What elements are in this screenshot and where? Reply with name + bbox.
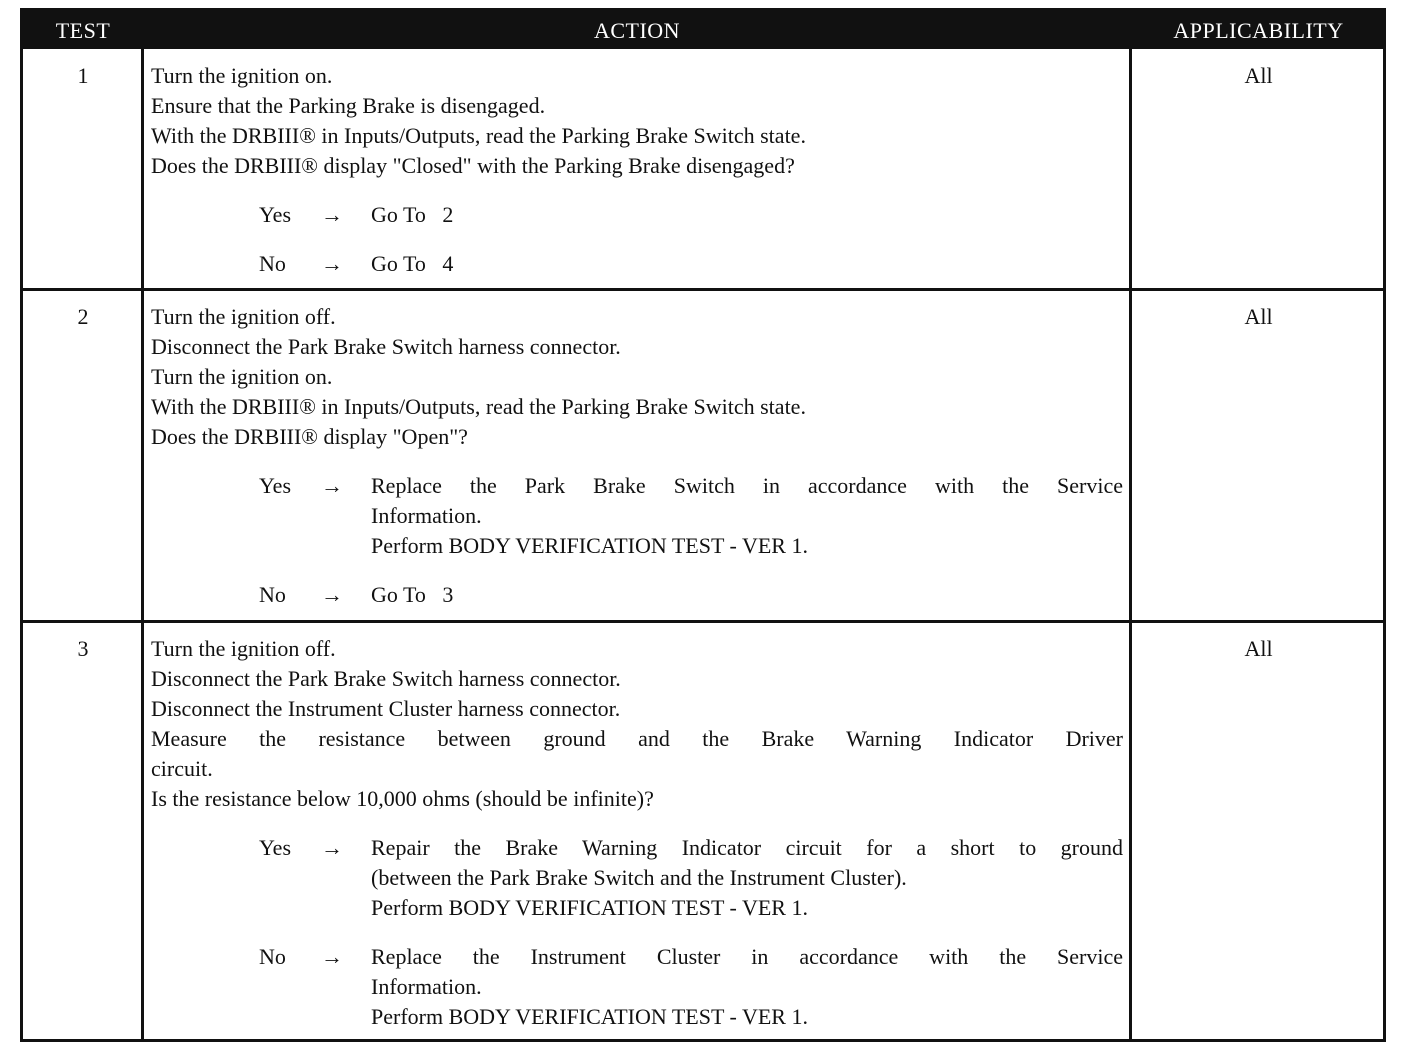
header-action: ACTION bbox=[593, 18, 681, 43]
step-text: With the DRBIII® in Inputs/Outputs, read the Parking Brake Switch state. bbox=[151, 394, 806, 419]
test-number: 1 bbox=[77, 63, 89, 88]
response-text: Go To 2 bbox=[371, 202, 454, 227]
action-cell bbox=[151, 634, 1123, 1032]
yes-response bbox=[151, 471, 1123, 561]
column-divider bbox=[141, 49, 144, 1039]
step-text: Ensure that the Parking Brake is disengaged. bbox=[151, 93, 546, 118]
step-text: With the DRBIII® in Inputs/Outputs, read the Parking Brake Switch state. bbox=[151, 123, 806, 148]
response-text: Replace the Park Brake Switch in accordance with the Service bbox=[371, 473, 1123, 498]
step-text: Disconnect the Park Brake Switch harness connector. bbox=[151, 666, 621, 691]
applicability: All bbox=[1244, 304, 1273, 329]
response-text: Go To 3 bbox=[371, 582, 454, 607]
test-number: 3 bbox=[77, 636, 89, 661]
arrow-icon: → bbox=[321, 473, 343, 498]
response-text: Perform BODY VERIFICATION TEST - VER 1. bbox=[371, 895, 808, 920]
yes-label: Yes bbox=[259, 202, 292, 227]
applicability: All bbox=[1244, 636, 1273, 661]
header-test: TEST bbox=[55, 18, 111, 43]
yes-response bbox=[151, 200, 1123, 230]
row-divider bbox=[23, 620, 1383, 623]
no-response bbox=[151, 249, 1123, 279]
response-text: (between the Park Brake Switch and the Instrument Cluster). bbox=[371, 865, 907, 890]
arrow-icon: → bbox=[321, 202, 343, 227]
header-applicability: APPLICABILITY bbox=[1173, 18, 1344, 43]
no-response bbox=[151, 580, 1123, 610]
response-text: Go To 4 bbox=[371, 251, 454, 276]
response-text: Perform BODY VERIFICATION TEST - VER 1. bbox=[371, 1004, 808, 1029]
arrow-icon: → bbox=[321, 835, 343, 860]
step-text: Disconnect the Park Brake Switch harness connector. bbox=[151, 334, 621, 359]
response-text: Replace the Instrument Cluster in accordance with the Service bbox=[371, 944, 1123, 969]
step-text: Is the resistance below 10,000 ohms (should be infinite)? bbox=[151, 786, 654, 811]
test-table bbox=[20, 8, 1386, 1042]
step-text: Turn the ignition on. bbox=[151, 63, 333, 88]
no-label: No bbox=[259, 582, 286, 607]
test-number: 2 bbox=[77, 304, 89, 329]
row-divider bbox=[23, 288, 1383, 291]
yes-label: Yes bbox=[259, 835, 292, 860]
action-cell bbox=[151, 302, 1123, 610]
step-text: Does the DRBIII® display "Closed" with the Parking Brake disengaged? bbox=[151, 153, 795, 178]
response-text: Information. bbox=[371, 974, 482, 999]
response-text: Information. bbox=[371, 503, 482, 528]
response-text: Perform BODY VERIFICATION TEST - VER 1. bbox=[371, 533, 808, 558]
response-text: Repair the Brake Warning Indicator circuit for a short to ground bbox=[371, 835, 1123, 860]
yes-label: Yes bbox=[259, 473, 292, 498]
step-text: circuit. bbox=[151, 756, 213, 781]
no-label: No bbox=[259, 251, 286, 276]
table-header bbox=[23, 11, 1383, 49]
step-text: Turn the ignition off. bbox=[151, 304, 336, 329]
step-text: Disconnect the Instrument Cluster harness connector. bbox=[151, 696, 621, 721]
no-response bbox=[151, 942, 1123, 1032]
step-text: Measure the resistance between ground and the Brake Warning Indicator Driver bbox=[151, 726, 1123, 751]
applicability: All bbox=[1244, 63, 1273, 88]
step-text: Turn the ignition on. bbox=[151, 364, 333, 389]
arrow-icon: → bbox=[321, 251, 343, 276]
action-cell bbox=[151, 61, 1123, 279]
yes-response bbox=[151, 833, 1123, 923]
no-label: No bbox=[259, 944, 286, 969]
arrow-icon: → bbox=[321, 944, 343, 969]
column-divider bbox=[1129, 49, 1132, 1039]
step-text: Turn the ignition off. bbox=[151, 636, 336, 661]
step-text: Does the DRBIII® display "Open"? bbox=[151, 424, 468, 449]
arrow-icon: → bbox=[321, 582, 343, 607]
